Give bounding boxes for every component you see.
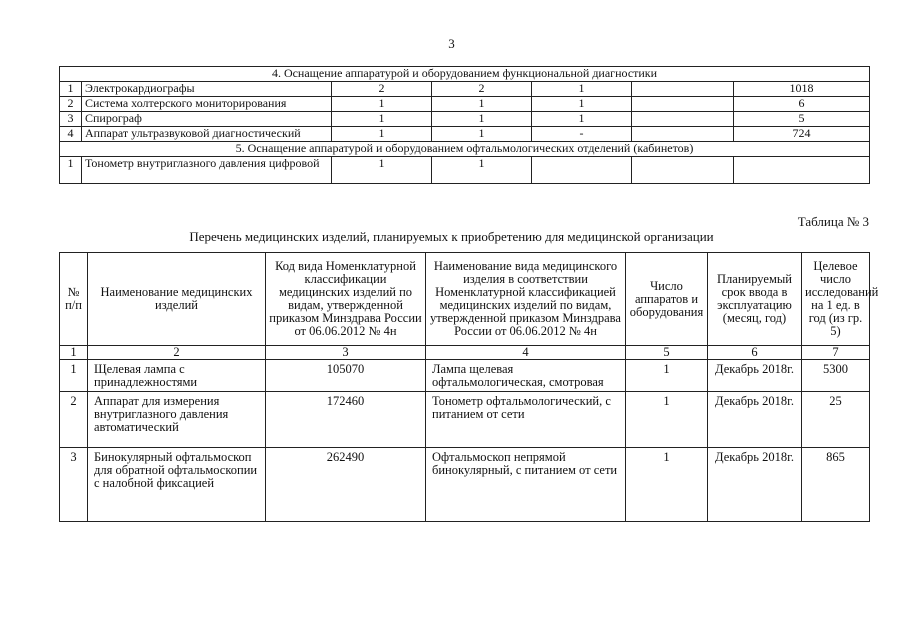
- device-name: Аппарат для измерения внутриглазного давления автоматический: [88, 392, 266, 448]
- value-cell: [632, 127, 734, 142]
- device-name: Электрокардиографы: [82, 82, 332, 97]
- value-cell: [632, 112, 734, 127]
- device-name: Бинокулярный офтальмоскоп для обратной офтальмоскопии с налобной фиксацией: [88, 448, 266, 522]
- target-studies: 5300: [802, 360, 870, 392]
- column-number: 7: [802, 346, 870, 360]
- page-number: 3: [448, 36, 455, 51]
- value-cell: [632, 157, 734, 184]
- table-row: [60, 82, 870, 97]
- device-code: 105070: [266, 360, 426, 392]
- section-header: [60, 67, 870, 82]
- section-header: [60, 142, 870, 157]
- row-number: 1: [60, 82, 82, 97]
- value-cell: 5: [734, 112, 870, 127]
- device-count: 1: [626, 448, 708, 522]
- column-header: Наименование вида медицинского изделия в соответствии Номенклатурной классификацией медицинских изделий по видам, утвержденной приказом Минздрава России от 06.06.2012 № 4н: [426, 253, 626, 346]
- table-label: Таблица № 3: [797, 214, 869, 229]
- value-cell: -: [532, 127, 632, 142]
- value-cell: 1: [332, 112, 432, 127]
- commissioning-date: Декабрь 2018г.: [708, 448, 802, 522]
- table-row: [60, 112, 870, 127]
- target-studies: 25: [802, 392, 870, 448]
- table-row: [60, 360, 870, 392]
- value-cell: 1: [432, 127, 532, 142]
- table-row: [60, 157, 870, 184]
- value-cell: 1: [432, 97, 532, 112]
- value-cell: [632, 82, 734, 97]
- row-number: 3: [60, 112, 82, 127]
- value-cell: [734, 157, 870, 184]
- device-count: 1: [626, 392, 708, 448]
- section-title: 5. Оснащение аппаратурой и оборудованием офтальмологических отделений (кабинетов): [60, 142, 870, 157]
- row-number: 2: [60, 97, 82, 112]
- planned-devices-table: [59, 252, 879, 522]
- value-cell: 1: [532, 97, 632, 112]
- column-header: Код вида Номенклатурной классификации медицинских изделий по видам, утвержденной приказом Минздрава России от 06.06.2012 № 4н: [266, 253, 426, 346]
- column-header: Наименование медицинских изделий: [88, 253, 266, 346]
- value-cell: 2: [432, 82, 532, 97]
- column-header: Планируемый срок ввода в эксплуатацию (месяц, год): [708, 253, 802, 346]
- value-cell: 1: [332, 127, 432, 142]
- device-kind: Лампа щелевая офтальмологическая, смотровая: [426, 360, 626, 392]
- value-cell: 1018: [734, 82, 870, 97]
- value-cell: 1: [432, 112, 532, 127]
- column-number: 6: [708, 346, 802, 360]
- table-caption: Перечень медицинских изделий, планируемых к приобретению для медицинской организации: [189, 229, 714, 244]
- column-header: № п/п: [60, 253, 88, 346]
- value-cell: 724: [734, 127, 870, 142]
- device-name: Спирограф: [82, 112, 332, 127]
- device-code: 172460: [266, 392, 426, 448]
- device-name: Тонометр внутриглазного давления цифровой: [82, 157, 332, 184]
- row-number: 1: [60, 157, 82, 184]
- device-kind: Офтальмоскоп непрямой бинокулярный, с питанием от сети: [426, 448, 626, 522]
- value-cell: 1: [332, 97, 432, 112]
- device-kind: Тонометр офтальмологический, с питанием от сети: [426, 392, 626, 448]
- section-title: 4. Оснащение аппаратурой и оборудованием функциональной диагностики: [60, 67, 870, 82]
- table-header-row: [60, 253, 870, 346]
- column-header: Число аппаратов и оборудования: [626, 253, 708, 346]
- value-cell: 2: [332, 82, 432, 97]
- table-row: [60, 392, 870, 448]
- device-count: 1: [626, 360, 708, 392]
- column-number: 5: [626, 346, 708, 360]
- device-name: Система холтерского мониторирования: [82, 97, 332, 112]
- row-number: 2: [60, 392, 88, 448]
- value-cell: [632, 97, 734, 112]
- row-number: 3: [60, 448, 88, 522]
- value-cell: 1: [532, 112, 632, 127]
- commissioning-date: Декабрь 2018г.: [708, 360, 802, 392]
- value-cell: 1: [332, 157, 432, 184]
- column-number: 2: [88, 346, 266, 360]
- value-cell: 1: [432, 157, 532, 184]
- table-row: [60, 97, 870, 112]
- device-name: Щелевая лампа с принадлежностями: [88, 360, 266, 392]
- column-number: 3: [266, 346, 426, 360]
- value-cell: [532, 157, 632, 184]
- column-number: 1: [60, 346, 88, 360]
- commissioning-date: Декабрь 2018г.: [708, 392, 802, 448]
- column-header: Целевое число исследований на 1 ед. в год (из гр. 5): [802, 253, 870, 346]
- table-row: [60, 127, 870, 142]
- row-number: 1: [60, 360, 88, 392]
- column-number-row: [60, 346, 870, 360]
- value-cell: 1: [532, 82, 632, 97]
- value-cell: 6: [734, 97, 870, 112]
- device-code: 262490: [266, 448, 426, 522]
- row-number: 4: [60, 127, 82, 142]
- device-name: Аппарат ультразвуковой диагностический: [82, 127, 332, 142]
- equipment-table-continued: [59, 66, 870, 184]
- column-number: 4: [426, 346, 626, 360]
- table-row: [60, 448, 870, 522]
- target-studies: 865: [802, 448, 870, 522]
